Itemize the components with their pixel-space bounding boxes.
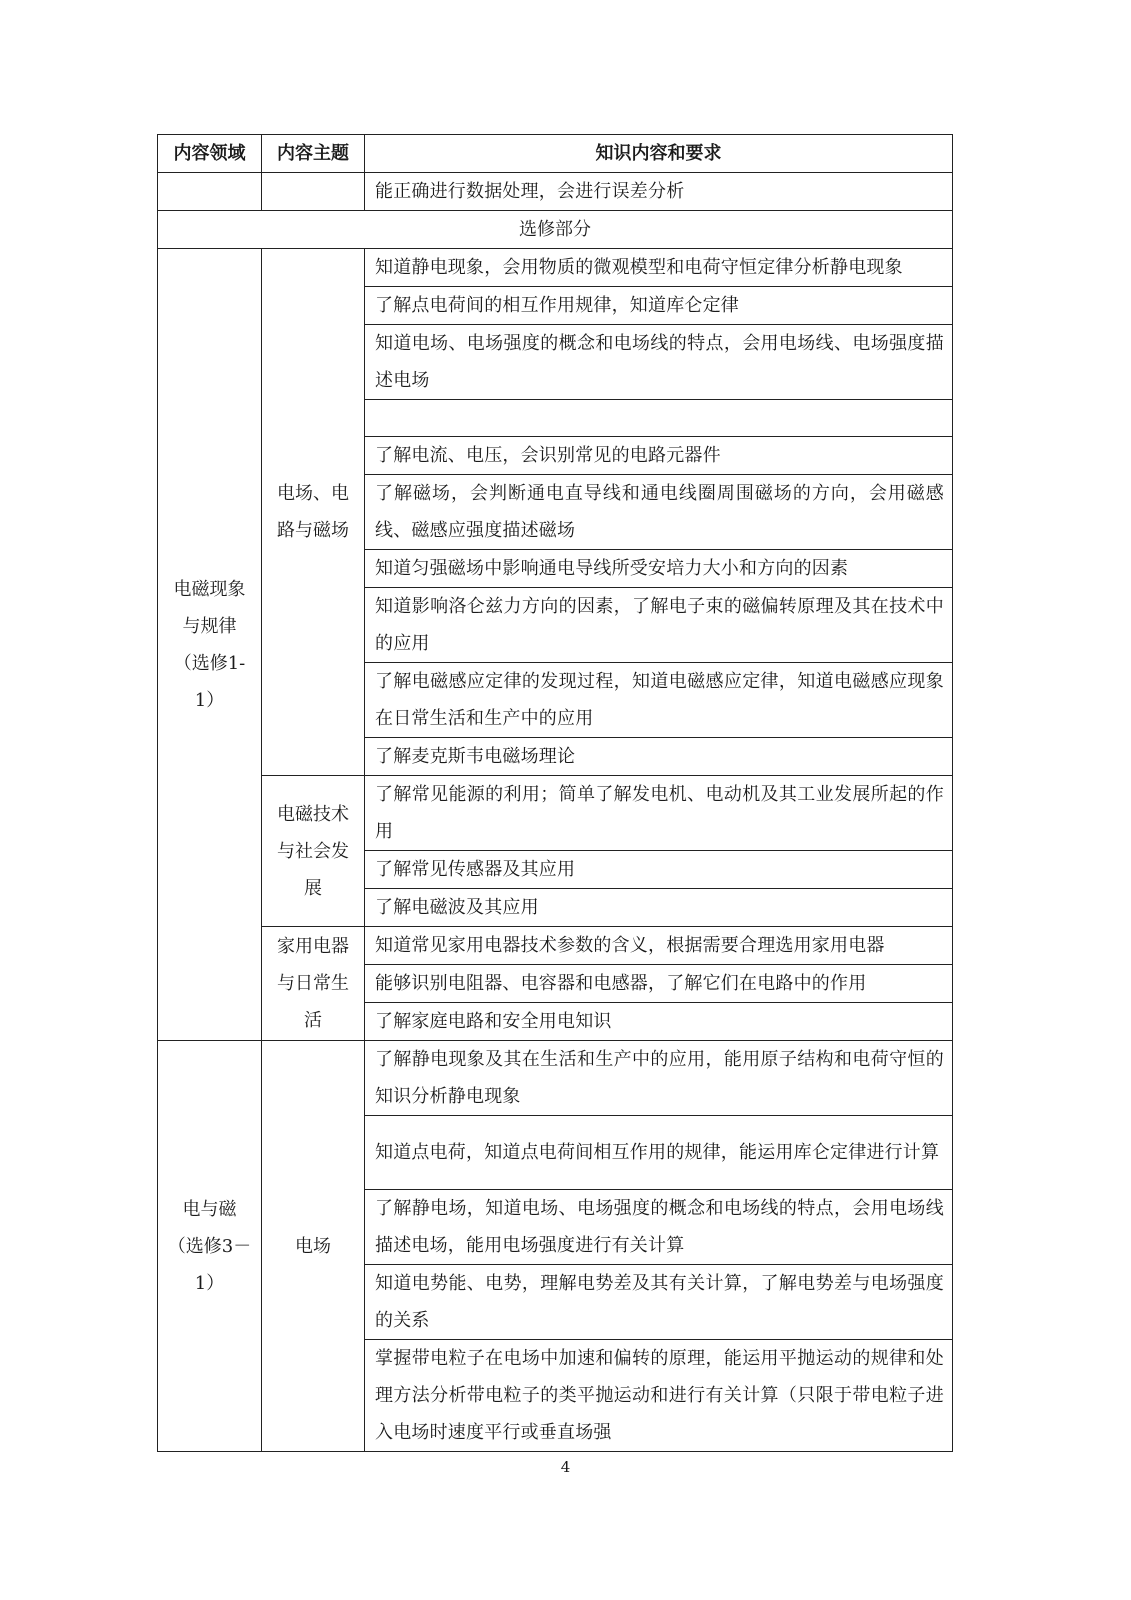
table-row [158,776,953,851]
requirement-cell: 知道静电现象，会用物质的微观模型和电荷守恒定律分析静电现象 [365,249,953,287]
requirement-cell: 知道匀强磁场中影响通电导线所受安培力大小和方向的因素 [365,550,953,588]
content-area-label: 电与磁（选修3－1） [167,1198,252,1294]
table-row [158,1041,953,1116]
curriculum-table [157,134,953,1452]
content-topic-cell: 电场 [262,1041,365,1452]
requirement-cell: 了解家庭电路和安全用电知识 [365,1003,953,1041]
requirement-cell: 知道常见家用电器技术参数的含义，根据需要合理选用家用电器 [365,927,953,965]
requirement-cell: 了解电磁感应定律的发现过程，知道电磁感应定律，知道电磁感应现象在日常生活和生产中的应用 [365,663,953,738]
requirement-cell: 能正确进行数据处理，会进行误差分析 [365,173,953,211]
requirement-cell: 了解点电荷间的相互作用规律，知道库仑定律 [365,287,953,325]
content-area-cell [158,249,262,1041]
table-row [158,249,953,287]
requirement-cell: 知道点电荷，知道点电荷间相互作用的规律，能运用库仑定律进行计算 [365,1116,953,1190]
section-row [158,211,953,249]
requirement-cell: 知道电势能、电势，理解电势差及其有关计算，了解电势差与电场强度的关系 [365,1265,953,1340]
empty-cell [158,173,262,211]
requirement-cell: 知道电场、电场强度的概念和电场线的特点，会用电场线、电场强度描述电场 [365,325,953,400]
content-topic-cell [262,776,365,927]
section-title: 选修部分 [158,211,953,249]
requirement-cell: 了解电流、电压，会识别常见的电路元器件 [365,437,953,475]
content-topic-cell [262,249,365,776]
content-topic-label: 电场、电路与磁场 [277,483,349,541]
header-content-area: 内容领域 [158,135,262,173]
header-content-topic: 内容主题 [262,135,365,173]
page-number: 4 [560,1458,571,1476]
requirement-cell: 能够识别电阻器、电容器和电感器，了解它们在电路中的作用 [365,965,953,1003]
content-area-cell [158,1041,262,1452]
requirement-cell: 了解静电场，知道电场、电场强度的概念和电场线的特点，会用电场线描述电场，能用电场强度进行有关计算 [365,1190,953,1265]
table-row [158,927,953,965]
header-row [158,135,953,173]
requirement-cell: 了解麦克斯韦电磁场理论 [365,738,953,776]
content-topic-cell [262,927,365,1041]
requirement-cell: 了解常见能源的利用；简单了解发电机、电动机及其工业发展所起的作用 [365,776,953,851]
requirement-cell: 掌握带电粒子在电场中加速和偏转的原理，能运用平抛运动的规律和处理方法分析带电粒子的类平抛运动和进行有关计算（只限于带电粒子进入电场时速度平行或垂直场强 [365,1340,953,1452]
content-topic-label: 电磁技术与社会发展 [277,803,349,899]
requirement-cell [365,400,953,437]
content-topic-label: 家用电器与日常生活 [277,936,349,1031]
table-row [158,173,953,211]
requirement-cell: 了解静电现象及其在生活和生产中的应用，能用原子结构和电荷守恒的知识分析静电现象 [365,1041,953,1116]
header-requirements: 知识内容和要求 [365,135,953,173]
empty-cell [262,173,365,211]
requirement-cell: 了解磁场，会判断通电直导线和通电线圈周围磁场的方向，会用磁感线、磁感应强度描述磁场 [365,475,953,550]
content-area-label: 电磁现象与规律（选修1-1） [173,578,246,711]
requirement-cell: 了解常见传感器及其应用 [365,851,953,889]
requirement-cell: 了解电磁波及其应用 [365,889,953,927]
requirement-cell: 知道影响洛仑兹力方向的因素，了解电子束的磁偏转原理及其在技术中的应用 [365,588,953,663]
